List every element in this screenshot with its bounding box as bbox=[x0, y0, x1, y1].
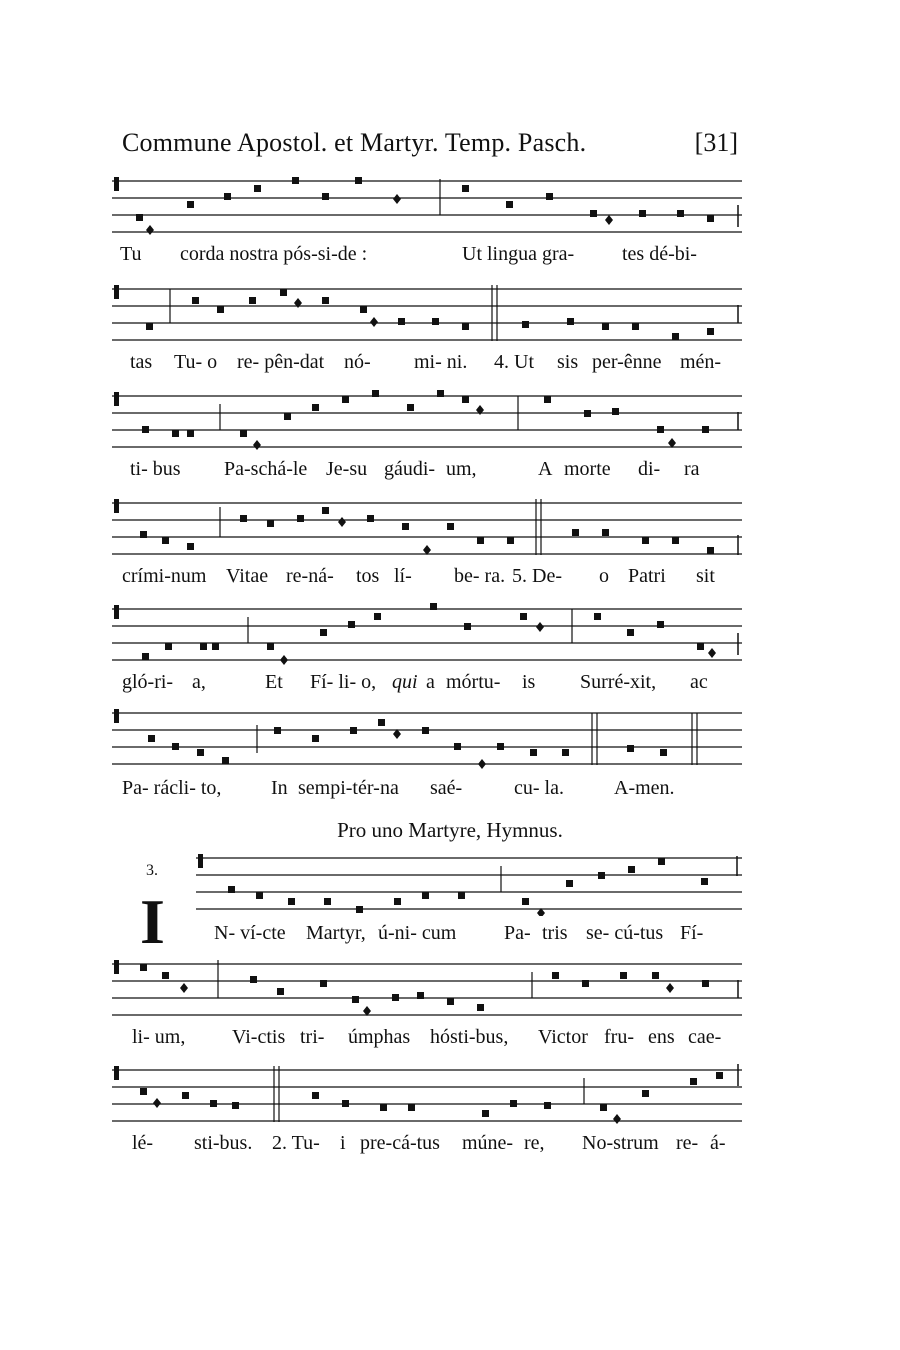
lyric: mén- bbox=[680, 351, 722, 373]
lyric: ac bbox=[690, 671, 708, 693]
lyric: Patri bbox=[628, 565, 666, 587]
staff bbox=[112, 283, 742, 347]
lyric: tas bbox=[130, 351, 153, 373]
lyric: crími-num bbox=[122, 565, 207, 587]
lyric: hósti-bus, bbox=[430, 1026, 509, 1048]
lyric: sis bbox=[557, 351, 579, 373]
lyric: gáudi- bbox=[384, 458, 436, 480]
staff bbox=[112, 1064, 742, 1128]
lyric: i bbox=[340, 1132, 346, 1154]
page-header bbox=[122, 128, 742, 162]
lyric: a bbox=[426, 671, 435, 693]
lyric: Victor bbox=[538, 1026, 588, 1048]
lyric: is bbox=[522, 671, 536, 693]
lyric: um, bbox=[446, 458, 477, 480]
staff bbox=[112, 175, 742, 239]
lyric: A bbox=[538, 458, 553, 480]
page-title: Commune Apostol. et Martyr. Temp. Pasch. bbox=[122, 128, 587, 157]
lyric: corda nostra pós-si-de : bbox=[180, 243, 368, 265]
lyric: múne- bbox=[462, 1132, 514, 1154]
lyric: Vi-ctis bbox=[232, 1026, 286, 1048]
lyric: ens bbox=[648, 1026, 675, 1048]
lyric: tes dé-bi- bbox=[622, 243, 697, 265]
lyric: In bbox=[271, 777, 288, 799]
page-number: [31] bbox=[694, 128, 738, 157]
lyric: cae- bbox=[688, 1026, 722, 1048]
lyric: ti- bus bbox=[130, 458, 181, 480]
lyric: No-strum bbox=[582, 1132, 659, 1154]
lyric: Pa- bbox=[504, 922, 531, 944]
lyric: nó- bbox=[344, 351, 371, 373]
lyric: qui bbox=[392, 671, 418, 693]
lyric: Je-su bbox=[326, 458, 368, 480]
lyric: sti-bus. bbox=[194, 1132, 253, 1154]
lyric: o bbox=[599, 565, 609, 587]
lyric: fru- bbox=[604, 1026, 634, 1048]
lyric: Tu bbox=[120, 243, 142, 265]
lyric: ra bbox=[684, 458, 700, 480]
lyric: li- um, bbox=[132, 1026, 186, 1048]
lyric: pre-cá-tus bbox=[360, 1132, 440, 1154]
lyric: re-ná- bbox=[286, 565, 334, 587]
lyric: cu- la. bbox=[514, 777, 564, 799]
lyric: saé- bbox=[430, 777, 463, 799]
lyric: Tu- o bbox=[174, 351, 218, 373]
staff bbox=[112, 390, 742, 454]
lyric: A-men. bbox=[614, 777, 675, 799]
lyric: 4. Ut bbox=[494, 351, 534, 373]
staff bbox=[112, 958, 742, 1022]
lyric: mi- ni. bbox=[414, 351, 468, 373]
lyric: tris bbox=[542, 922, 568, 944]
staff bbox=[112, 707, 742, 771]
lyric: N- ví-cte bbox=[214, 922, 286, 944]
lyric: per-ênne bbox=[592, 351, 662, 373]
lyric: Fí- li- o, bbox=[310, 671, 377, 693]
hymn-heading: Pro uno Martyre, Hymnus. bbox=[337, 818, 563, 842]
lyric: re, bbox=[524, 1132, 545, 1154]
lyric: Vitae bbox=[226, 565, 269, 587]
lyric: na bbox=[380, 777, 399, 799]
lyric: sit bbox=[696, 565, 715, 587]
lyric: Martyr, bbox=[306, 922, 366, 944]
hymn-number: 3. bbox=[146, 862, 158, 879]
lyric: Ut lingua gra- bbox=[462, 243, 575, 265]
lyric: sempi-tér- bbox=[298, 777, 380, 799]
staff bbox=[112, 497, 742, 561]
lyric: di- bbox=[638, 458, 661, 480]
lyric: Pa-schá-le bbox=[224, 458, 308, 480]
lyric: tos bbox=[356, 565, 380, 587]
lyric: a, bbox=[192, 671, 206, 693]
lyric: 2. Tu- bbox=[272, 1132, 320, 1154]
lyric: re- bbox=[676, 1132, 699, 1154]
drop-initial: I bbox=[140, 886, 165, 957]
lyric: á- bbox=[710, 1132, 726, 1154]
lyric: Fí- bbox=[680, 922, 704, 944]
lyric: re- pên-dat bbox=[237, 351, 325, 373]
lyric: lé- bbox=[132, 1132, 154, 1154]
lyric: morte bbox=[564, 458, 611, 480]
lyric: tri- bbox=[300, 1026, 325, 1048]
lyric: mórtu- bbox=[446, 671, 501, 693]
lyric: úmphas bbox=[348, 1026, 411, 1048]
lyric: se- cú-tus bbox=[586, 922, 664, 944]
lyric: Surré-xit, bbox=[580, 671, 657, 693]
staff bbox=[112, 603, 742, 667]
lyric: Et bbox=[265, 671, 283, 693]
lyric: gló-ri- bbox=[122, 671, 174, 693]
lyric: be- ra. bbox=[454, 565, 506, 587]
staff bbox=[196, 852, 742, 916]
lyric: Pa- rácli- to, bbox=[122, 777, 222, 799]
lyric: lí- bbox=[394, 565, 412, 587]
lyric: 5. De- bbox=[512, 565, 562, 587]
lyric: ú-ni- cum bbox=[378, 922, 457, 944]
